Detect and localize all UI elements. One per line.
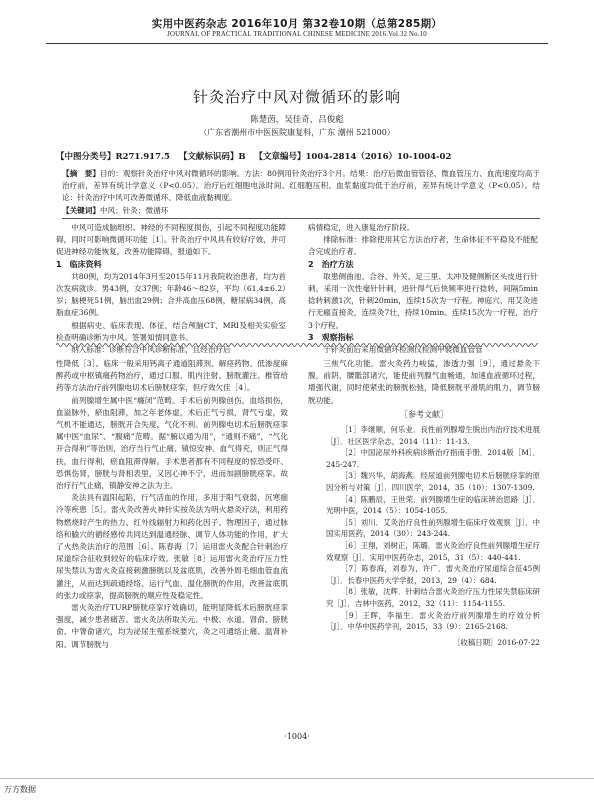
paragraph: 中风可造成脑组织、神经的不同程度损伤，引起不同程度功能障碍，同时可影响微循环功能［1］。针灸治疗中风具有较好疗效，并可促进神经功能恢复，改善功能障碍，报道如下。 xyxy=(56,223,286,257)
keywords-label: 【关键词】 xyxy=(62,206,100,215)
journal-header-cn: 实用中医药杂志 2016年10月 第32卷10期（总第285期） xyxy=(151,18,443,30)
classification-line xyxy=(56,150,546,162)
paragraph: 三焦气化功能。雷火灸药力峻猛，渗透力强［9］，通过悬灸下腹，前阴，腰骶部诸穴，能使前列腺气血畅通，加速血液循环过程，增强代谢，同时使紧张的膀胱松弛，降低膀胱平滑肌的肌力，调节膀胱功能。 xyxy=(308,359,540,405)
paragraph: 根据病史、临床表现、体征，结合颅脑CT、MRI及相关实验室检查明确诊断为中风。签署知情同意书。 xyxy=(56,320,286,342)
paragraph: 纳入标准：诊断符合中风诊断标准，且经治疗后 xyxy=(71,345,231,355)
paragraph: 取患侧曲池、合谷、外关、足三里、太冲及健侧断区头皮进行针刺，采用一次性毫针针刺，进针得气后快频率进行捻转，间隔5min捻转刺激1次，针刺20min，连续15次为一疗程。神庭穴、用艾灸进行无瘢直接灸，连续灸7壮，持续10min。连续15次为一疗程，治疗3个疗程。 xyxy=(308,271,538,330)
reference-item: ［8］张敏，沈辉．针刺结合雷火灸治疗压力性尿失禁临床研究［J］．吉林中医药，2012，32（11）：1154-1155. xyxy=(326,587,540,608)
article-title: 针灸治疗中风对微循环的影响 xyxy=(192,88,401,106)
paragraph: 共80例，均为2014年3月至2015年11月我院收治患者，均为首次发病就诊。男43例，女37例；年龄46～82岁，平均（61.4±6.2）岁；脑梗死51例，脑出血29例；合并高血压68例，糖尿病34例，高脂血症36例。 xyxy=(56,271,286,318)
abstract-label: 【摘 要】 xyxy=(62,169,100,178)
reference-item: ［7］陈春海，刘春为，许广．雷火灸治疗尿道综合征45例［J］．长春中医药大学学报，2013，29（4）：684. xyxy=(326,564,540,585)
keywords-text: 中风；针灸；微循环 xyxy=(99,206,169,215)
section-divider-wavy xyxy=(56,342,538,348)
paragraph: 前列腺增生属中医“癃闭”范畴。手术后前列腺创伤，血络损伤，血溢脉外，瘀血阻滞，加之年老体虚，术后正气亏损，肾气亏虚，致气机不能通达，膀胱开合失度，气化不利。前列腺电切术后膀胱痉挛属中医“血尿”、“腹痛”范畴。据“腑以通为用”，“通则不痛”，“气化开合得利”等治则，治疗当行气止痛、镇惊安神。血气得充，则正气得扶，血行得利，瘀血阻滞得解。手术患者都有不同程度的惊恐受吓、恐惧伤肾，膀胱与肾相表里，又因心神不宁，进而加剧膀胱痉挛。故治疗行气止痛，镇静安神之法为主。 xyxy=(56,395,288,491)
reference-item: ［4］陈鹏辰，王世荣．前列腺增生症的临床辨治思路［J］．光明中医，2014（5）：1054-1055. xyxy=(326,494,540,516)
doc-code: 【文献标识码】B xyxy=(178,152,246,162)
class-number: 【中图分类号】R271.917.5 xyxy=(56,152,170,162)
reference-item: ［1］李继顺，何乐业．良性前列腺增生脱出内治疗技术进展［J］．社区医学杂志，2014（11）：11-13. xyxy=(326,425,540,446)
references-list xyxy=(308,424,540,633)
paragraph: 于针灸前后采用微循环检测仪检测甲襞微血管管 xyxy=(323,345,483,355)
article-number: 【文章编号】1004-2814（2016）10-1004-02 xyxy=(254,152,452,162)
wanfang-watermark: 万方数据 xyxy=(4,785,36,794)
article-affiliation: （广东省潮州市中医医院康复科，广东 潮州 521000） xyxy=(199,128,395,137)
right-column-bottom xyxy=(308,358,540,649)
reference-item: ［9］王晖，李福生．雷火灸治疗前列腺增生的疗效分析［J］．中华中医药学刊，2015，33（9）：2165-2168. xyxy=(326,610,540,632)
paragraph: 病情稳定，进入康复治疗阶段。 xyxy=(308,223,415,232)
article-authors: 陈楚茵，吴佳奇，吕俊彪 xyxy=(250,115,344,125)
reference-item: ［6］王翔，刘树正，陈璐．雷火灸治疗良性前列腺增生症疗效观察［J］．实用中医药杂志，2015，31（5）：440-441. xyxy=(326,540,540,562)
reference-item: ［2］中国泌尿外科疾病诊断治疗指南手册．2014版［M］．245-247. xyxy=(326,448,540,469)
paragraph: 排除标准：排除使用其它方法治疗者，生命体征不平稳及不能配合完成治疗者。 xyxy=(308,235,538,257)
section-heading: 3 观察指标 xyxy=(308,332,354,342)
header-rule xyxy=(46,43,548,44)
paragraph: 性降低［3］。临床一般采用钙离子通道阻滞剂、解痉药物、低渗度麻醉药或中枢镇痛药物治疗，通过口服、肌内注射、膀胱灌注、椎管给药等方法治疗前列腺电切术后膀胱痉挛，但疗效欠佳［4］。 xyxy=(56,359,288,393)
abstract-text: 目的：观察针灸治疗中风对微循环的影响。方法：80例用针灸治疗3个月。结果：治疗后微血管管径、微血管压力、血流速度均高于治疗前，差异有统计学意义（P<0.05）。治疗后红细胞电泳时间、红细胞压积、血浆黏度均低于治疗前，差异有统计学意义（P<0.05）。结论：针灸治疗中风可改善微循环、降低血液黏稠度。 xyxy=(62,169,540,202)
left-column-top xyxy=(56,222,286,356)
received-date: ［收稿日期］2016-07-22 xyxy=(453,637,540,647)
left-column-bottom xyxy=(56,358,288,651)
reference-item: ［3］魏兴华，胡海燕．经尿道前列腺电切术后膀胱痉挛的原因分析与对策［J］．四川医学，2014，35（10）：1307-1309. xyxy=(326,471,540,492)
abstract-rule xyxy=(62,218,540,219)
paragraph: 灸法具有温阳起陷，行气活血的作用，多用于阳气衰弱，沉寒痼冷等疾患［5］。雷火灸改善火神针实按灸法为明火悬灸疗法，利用药物燃烧时产生的热力、红外线辐射力和药化因子、物理因子，通过脉络和腧穴的循经感传共同达到温通经脉、调节人体功能的作用，扩大了火热灸法治疗的范围［6］。陈春海［7］运用雷火灸配合针刺治疗尿道综合征收到较好的临床疗效。张敏［8］运用雷火灸治疗压力性尿失禁认为雷火灸直接刺激膀胱以及盆底肌，改善外周毛细血管血流灌注，从而达到疏通经络、运行气血、温化膀胱的作用，改善盆底肌的张力或痉挛，提高膀胱的顺应性及稳定性。 xyxy=(56,493,288,600)
section-heading: 2 治疗方法 xyxy=(308,259,354,269)
right-column-top xyxy=(308,222,538,356)
section-heading: 1 临床资料 xyxy=(56,259,102,269)
footer-rule xyxy=(0,778,594,779)
abstract xyxy=(62,168,540,204)
keywords xyxy=(62,205,540,216)
paragraph: 雷火灸治疗TURP膀胱痉挛疗效确切，能明显降低术后膀胱痉挛强度，减少患者痛苦。雷火灸法所取关元、中极、水道、肾俞、膀胱俞、中膂俞诸穴，均为泌尿生殖系统要穴，灸之可通络止痛、温肾补阳、调节膀胱与 xyxy=(56,603,288,649)
references-heading: ［参考文献］ xyxy=(400,409,448,419)
page-number: ·1004· xyxy=(284,732,310,741)
reference-item: ［5］刘川．艾灸治疗良性前列腺增生临床疗效观察［J］．中国实用医药，2014（30）：243-244. xyxy=(326,517,540,539)
journal-header-en: JOURNAL OF PRACTICAL TRADITIONAL CHINESE MEDICINE 2016.Vol.32 No.10 xyxy=(167,31,427,38)
